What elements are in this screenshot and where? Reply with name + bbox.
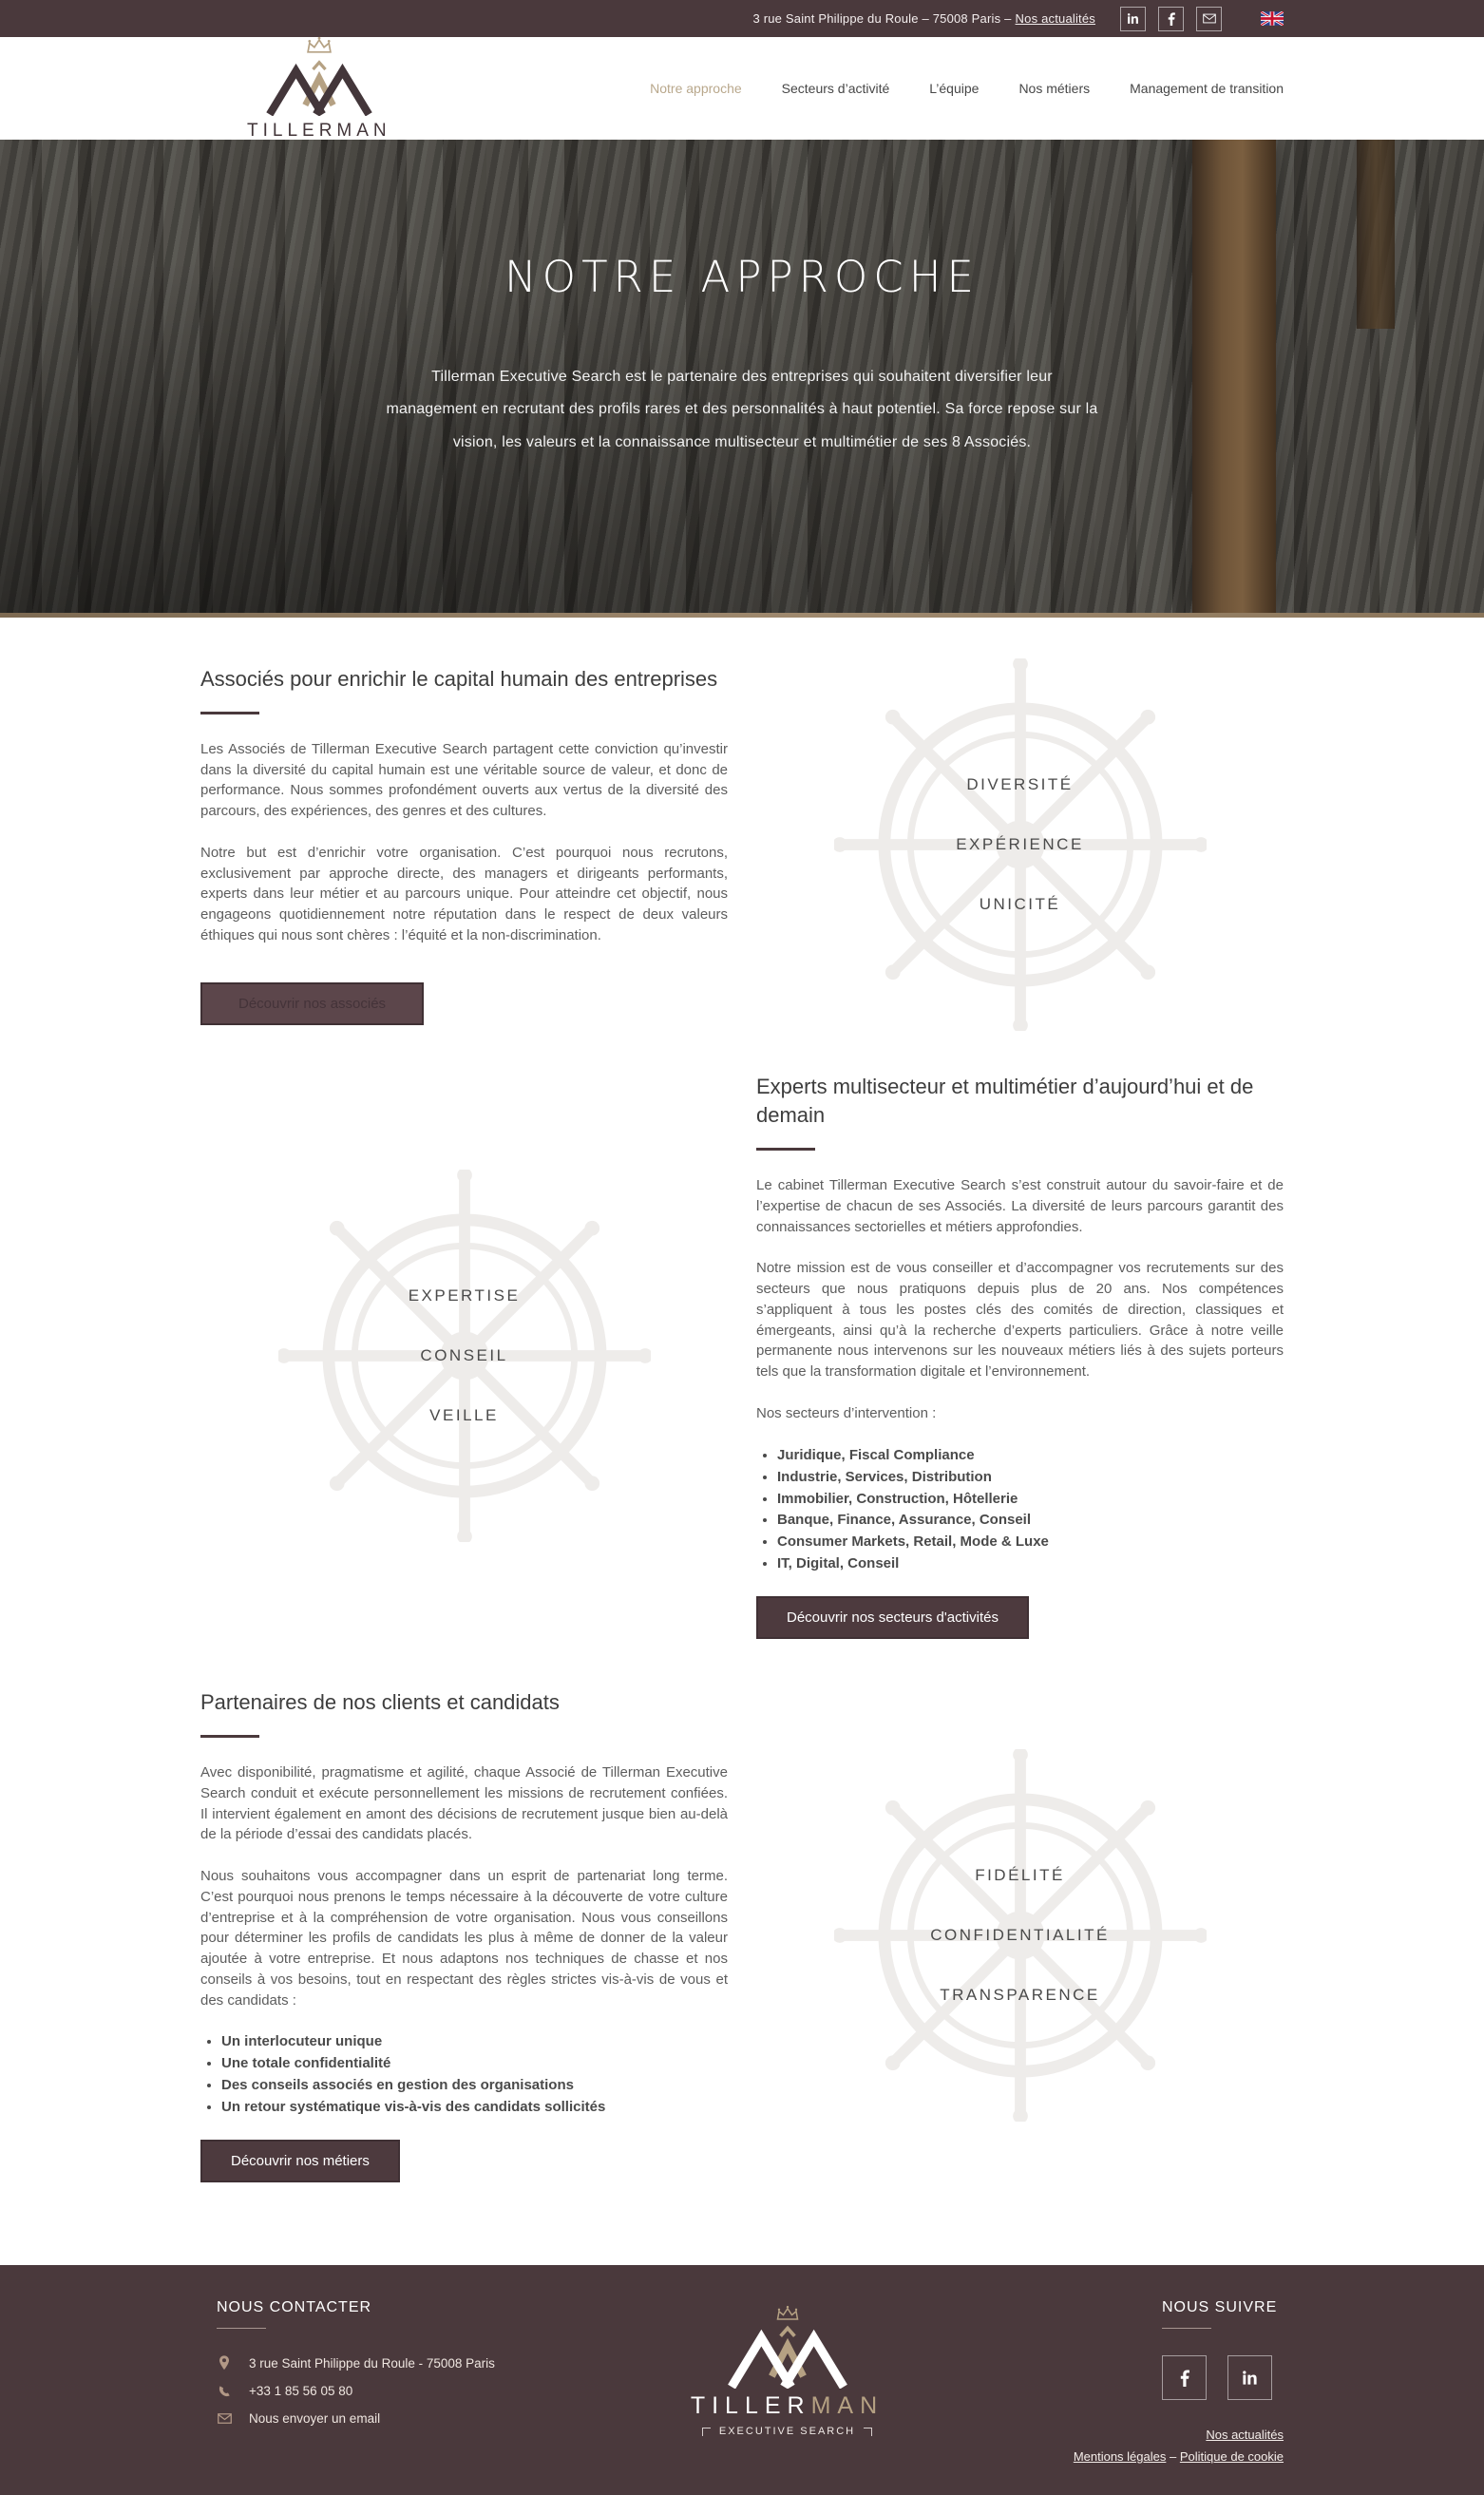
section-experts-paragraph-2: Notre mission est de vous conseiller et d’accompagner vos recrutements sur des secteurs que nous pratiquons depuis plus de 20 ans. Nos compétences s’appliquent à tous les postes clés des comités de direction, classiques et émergeants, ainsi qu’à la recherche d’experts particuliers. Grâce à notre veille permanente nous intervenons sur les nouveaux métiers liés à des sujets porteurs tels que la transformation digitale et l’environnement.: [756, 1260, 1284, 1381]
sector-item: • Consumer Markets, Retail, Mode & Luxe: [777, 1532, 1284, 1553]
envelope-icon: [217, 2413, 232, 2424]
section-associes-paragraph-2: Notre but est d’enrichir votre organisation. C’est pourquoi nous recrutons, exclusivement par approche directe, des managers et dirigeants performants, experts dans leur métier et au parcours unique. Pour atteindre cet objectif, nous engageons quotidiennement notre réputation dans le respect de deux valeurs éthiques qui nous sont chères : l’équité et la non-discrimination.: [200, 844, 728, 943]
commitment-item: • Des conseils associés en gestion des organisations: [221, 2075, 728, 2097]
section-associes-paragraph-1: Les Associés de Tillerman Executive Search partagent cette conviction qu’investir dans la diversité du capital humain est une véritable source de valeur, et donc de performance. Nous sommes profondément ouverts aux vertus de la diversité des parcours, des expériences, des genres et des cultures.: [200, 740, 728, 820]
phone-icon: [217, 2385, 232, 2398]
section-experts-heading: Experts multisecteur et multimétier d’aujourd’hui et de demain: [756, 1074, 1254, 1128]
footer-legal-links: [1074, 2425, 1284, 2468]
sector-item: • Industrie, Services, Distribution: [777, 1467, 1284, 1489]
section-associes-heading: Associés pour enrichir le capital humain des entreprises: [200, 667, 718, 691]
section-partenaires-paragraph-2: Nous souhaitons vous accompagner dans un esprit de partenariat long terme. C’est pourquoi nous prenons le temps nécessaire à la découverte de votre culture d’entreprise et à la compréhension de votre organisation. Nous vous conseillons pour déterminer les profils de candidats les plus à même de donner de la valeur ajoutée à votre entreprise. Et nous adaptons nos techniques de chasse et nos conseils à vos besoins, tout en respectant des règles strictes vis-à-vis de vous et des candidats :: [200, 1868, 728, 2009]
envelope-glyph: [1203, 13, 1216, 24]
heading-divider: [200, 1735, 259, 1738]
sector-item: • Juridique, Fiscal Compliance: [777, 1445, 1284, 1467]
footer-brand-logo[interactable]: [580, 2299, 994, 2468]
footer-follow: [994, 2299, 1284, 2468]
site-footer: [0, 2265, 1484, 2495]
value-label: FIDÉLITÉ: [975, 1866, 1065, 1885]
linkedin-glyph: [1127, 12, 1139, 25]
footer-divider: [1162, 2328, 1211, 2329]
footer-follow-heading: NOUS SUIVRE: [1162, 2299, 1278, 2316]
footer-phone-row: [217, 2384, 580, 2398]
commitment-item: • Une totale confidentialité: [221, 2053, 728, 2075]
value-label: CONSEIL: [420, 1345, 508, 1364]
footer-legal-link[interactable]: Mentions légales: [1073, 2448, 1167, 2464]
footer-email-row: [217, 2411, 580, 2426]
links-separator: –: [1170, 2448, 1177, 2464]
nav-nos-metiers[interactable]: Nos métiers: [1018, 81, 1091, 96]
nav-management-transition[interactable]: Management de transition: [1130, 81, 1284, 96]
section-partenaires-paragraph-1: Avec disponibilité, pragmatisme et agilité, chaque Associé de Tillerman Executive Search conduit et exécute personnellement les missions de recrutement confiées. Il intervient également en amont des décisions de recrutement jusque bien au-delà de la période d’essai des candidats placés.: [200, 1764, 728, 1843]
main-navigation: [650, 81, 1284, 96]
facebook-glyph: [1168, 12, 1175, 26]
facebook-icon[interactable]: [1162, 2355, 1207, 2400]
section-partenaires-heading: Partenaires de nos clients et candidats: [200, 1690, 560, 1715]
topbar-address: [752, 11, 1095, 26]
wheel-values-associes: [756, 665, 1284, 1025]
discover-associes-button[interactable]: Découvrir nos associés: [200, 982, 424, 1025]
sector-item: • IT, Digital, Conseil: [777, 1553, 1284, 1575]
footer-email-link[interactable]: Nous envoyer un email: [249, 2411, 381, 2427]
discover-secteurs-button[interactable]: Découvrir nos secteurs d'activités: [756, 1596, 1029, 1639]
footer-brand-tagline: [702, 2426, 872, 2437]
value-label: VEILLE: [429, 1405, 499, 1424]
footer-address-row: [217, 2355, 580, 2371]
heading-divider: [200, 712, 259, 714]
commitment-item: • Un interlocuteur unique: [221, 2031, 728, 2053]
footer-phone-link[interactable]: +33 1 85 56 05 80: [249, 2384, 353, 2399]
section-associes: [0, 618, 1484, 1025]
uk-flag-icon[interactable]: [1261, 11, 1284, 26]
value-label: CONFIDENTIALITÉ: [930, 1926, 1110, 1945]
section-experts-paragraph-1: Le cabinet Tillerman Executive Search s’est construit autour du savoir-faire et de l’expertise de chacun de ses Associés. La diversité de leurs parcours garantit des connaissances sectorielles et métiers approfondies.: [756, 1177, 1284, 1235]
value-label: UNICITÉ: [979, 895, 1061, 914]
commitments-list: [221, 2031, 728, 2119]
nav-notre-approche[interactable]: Notre approche: [650, 81, 742, 96]
facebook-glyph: [1180, 2370, 1189, 2387]
sectors-list: [777, 1445, 1284, 1576]
topbar: [0, 0, 1484, 37]
brand-logo[interactable]: [247, 36, 391, 142]
email-icon[interactable]: [1196, 7, 1222, 31]
value-label: EXPÉRIENCE: [956, 835, 1084, 854]
linkedin-icon[interactable]: [1120, 7, 1146, 31]
topbar-address-text: 3 rue Saint Philippe du Roule – 75008 Paris –: [752, 11, 1012, 26]
facebook-icon[interactable]: [1158, 7, 1184, 31]
sectors-list-intro: Nos secteurs d’intervention :: [756, 1404, 937, 1421]
wheel-values-experts: [200, 1073, 728, 1640]
crown-icon: [773, 2305, 802, 2322]
footer-divider: [217, 2328, 266, 2329]
footer-contact: [200, 2299, 580, 2468]
heading-divider: [756, 1148, 815, 1151]
wheel-values-partenaires: [756, 1688, 1284, 2182]
sector-item: • Immobilier, Construction, Hôtellerie: [777, 1489, 1284, 1511]
double-m-monogram: [258, 57, 380, 116]
nav-secteurs-activite[interactable]: Secteurs d’activité: [781, 81, 890, 96]
footer-contact-heading: NOUS CONTACTER: [217, 2299, 372, 2316]
footer-news-link[interactable]: Nos actualités: [1206, 2428, 1284, 2443]
linkedin-icon[interactable]: [1227, 2355, 1272, 2400]
hero-banner: [0, 140, 1484, 613]
discover-metiers-button[interactable]: Découvrir nos métiers: [200, 2140, 400, 2182]
section-experts: [0, 1025, 1484, 1640]
double-m-monogram: [718, 2322, 857, 2389]
sector-item: • Banque, Finance, Assurance, Conseil: [777, 1510, 1284, 1532]
value-label: TRANSPARENCE: [940, 1986, 1100, 2005]
section-partenaires: [0, 1639, 1484, 2224]
hero-subtitle: Tillerman Executive Search est le partenaire des entreprises qui souhaitent diversifier leur management en recrutant des profils rares et des personnalités à haut potentiel. Sa force repose sur la vision, les valeurs et la connaissance multisecteur et multimétier de ses 8 Associés.: [386, 369, 1098, 450]
footer-cookie-link[interactable]: Politique de cookie: [1179, 2448, 1284, 2464]
brand-name: TILLERMAN: [247, 120, 391, 141]
topbar-news-link[interactable]: Nos actualités: [1015, 11, 1095, 26]
crown-icon: [303, 36, 335, 55]
tagline-text: EXECUTIVE SEARCH: [718, 2426, 856, 2438]
footer-address: 3 rue Saint Philippe du Roule - 75008 Paris: [249, 2355, 495, 2371]
uk-flag-glyph: [1261, 11, 1284, 26]
page-title: NOTRE APPROCHE: [504, 252, 980, 302]
location-pin-icon: [217, 2355, 232, 2371]
nav-equipe[interactable]: L’équipe: [929, 81, 980, 96]
site-header: [0, 37, 1484, 140]
linkedin-glyph: [1242, 2370, 1258, 2386]
footer-brand-name: TILLERMAN: [690, 2392, 885, 2420]
value-label: EXPERTISE: [408, 1286, 521, 1305]
commitment-item: • Un retour systématique vis-à-vis des candidats sollicités: [221, 2097, 728, 2119]
value-label: DIVERSITÉ: [966, 775, 1074, 794]
